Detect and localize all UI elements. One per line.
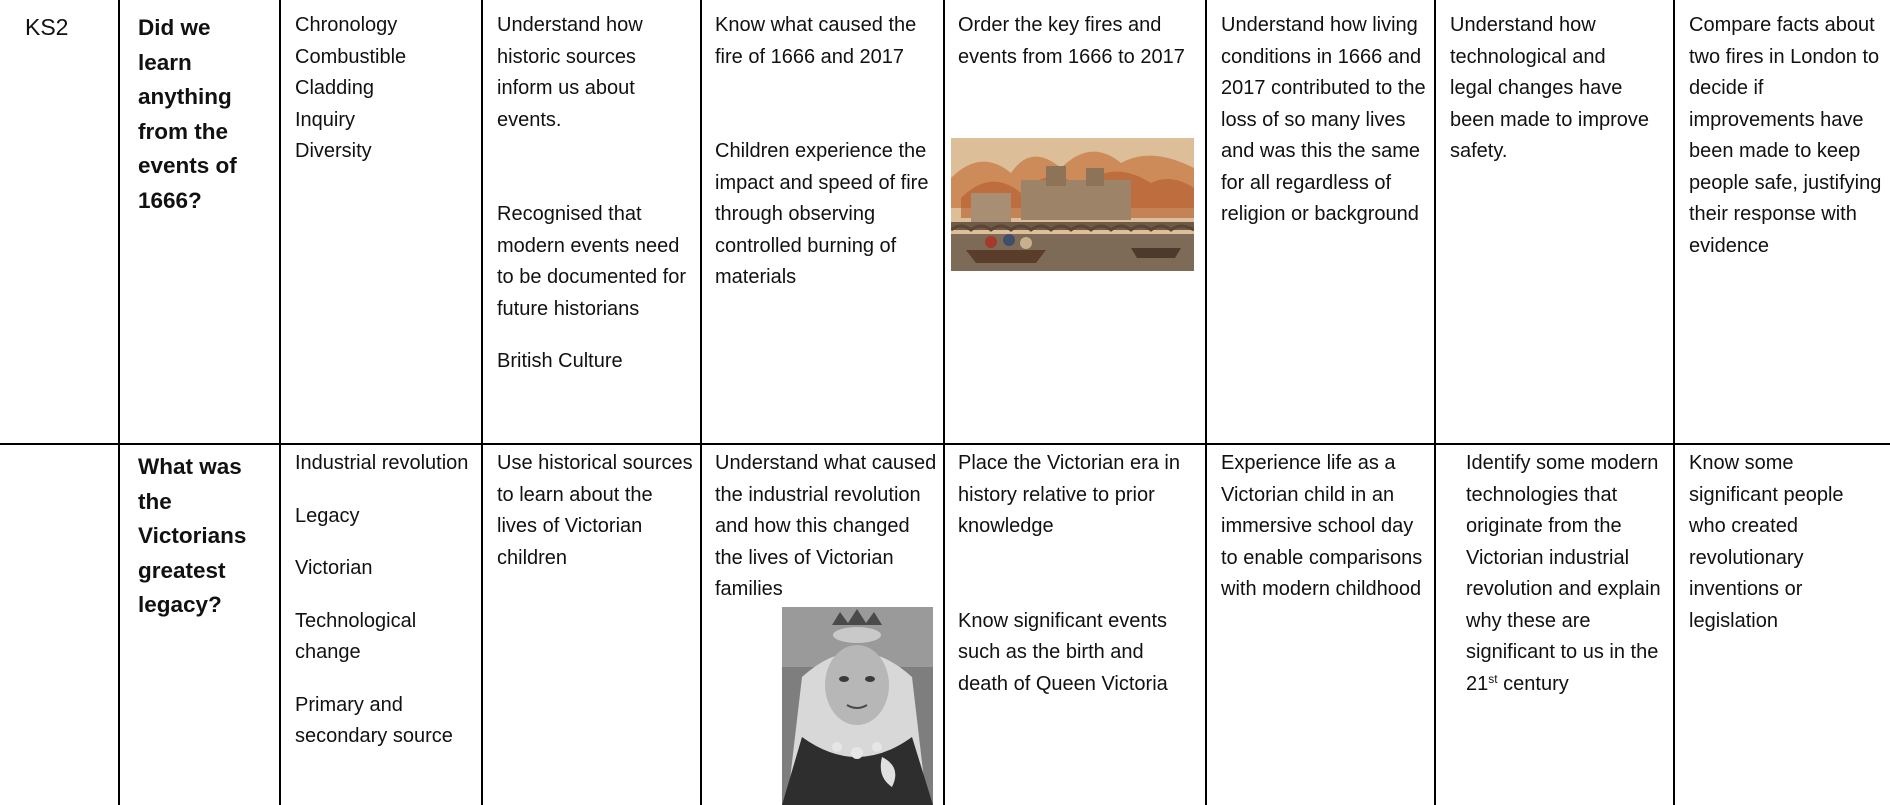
column-divider	[943, 0, 945, 805]
row-divider	[0, 443, 1890, 445]
chronology-text: Order the key fires and events from 1666 to 2017	[958, 14, 1185, 68]
column-divider	[1673, 0, 1675, 805]
column-divider	[118, 0, 120, 805]
ordinal-suffix: st	[1488, 671, 1498, 686]
column-divider	[1205, 0, 1207, 805]
living-conditions-cell: Experience life as a Victorian child in an immersive school day to enable comparisons with modern childhood	[1221, 452, 1423, 600]
enquiry-question: What was the Victorians greatest legacy?	[138, 454, 247, 617]
column-divider	[700, 0, 702, 805]
vocabulary-list	[295, 448, 475, 753]
vocabulary-list	[295, 10, 475, 168]
vocabulary-item: Primary and secondary source	[295, 693, 453, 747]
vocabulary-item: Legacy	[295, 504, 360, 527]
sources-cell	[497, 448, 693, 574]
causes-cell	[715, 10, 935, 294]
chronology-text: Place the Victorian era in history relative to prior knowledge	[958, 452, 1180, 537]
great-fire-illustration	[951, 138, 1194, 271]
causes-text: Know what caused the fire of 1666 and 2017	[715, 14, 917, 68]
causes-text: Children experience the impact and speed of fire through observing controlled burning of materials	[715, 140, 929, 288]
sources-text: Use historical sources to learn about the lives of Victorian children	[497, 452, 693, 569]
vocabulary-item: Victorian	[295, 557, 373, 579]
compare-cell: Compare facts about two fires in London to decide if improvements have been made to keep people safe, justifying their response with evidence	[1689, 14, 1882, 257]
column-divider	[1434, 0, 1436, 805]
column-divider	[279, 0, 281, 805]
changes-text-tail: century	[1497, 672, 1569, 695]
queen-victoria-portrait	[782, 607, 933, 805]
vocabulary-item: Diversity	[295, 140, 372, 162]
vocabulary-item: Cladding	[295, 77, 374, 99]
changes-cell	[1466, 448, 1666, 700]
changes-cell: Understand how technological and legal changes have been made to improve safety.	[1450, 14, 1650, 162]
vocabulary-item: Chronology	[295, 14, 398, 36]
british-culture-label: British Culture	[497, 350, 623, 372]
chronology-text: Know significant events such as the birth and death of Queen Victoria	[958, 609, 1168, 695]
key-stage-label: KS2	[25, 14, 69, 40]
vocabulary-item: Inquiry	[295, 108, 356, 131]
changes-text: Identify some modern technologies that originate from the Victorian industrial revolution and explain why these are significant to us in the 21	[1466, 452, 1661, 695]
vocabulary-item: Industrial revolution	[295, 452, 469, 474]
living-conditions-cell: Understand how living conditions in 1666 and 2017 contributed to the loss of so many lives and was this the same for all regardless of religion or background	[1221, 14, 1426, 225]
chronology-cell	[958, 448, 1198, 700]
vocabulary-item: Technological change	[295, 609, 417, 663]
sources-text: Understand how historic sources inform us about events.	[497, 14, 643, 131]
vocabulary-item: Combustible	[295, 45, 407, 68]
compare-cell: Know some significant people who created revolutionary inventions or legislation	[1689, 452, 1844, 632]
chronology-cell	[958, 10, 1198, 73]
sources-cell	[497, 10, 693, 378]
causes-text: Understand what caused the industrial revolution and how this changed the lives of Victorian families	[715, 452, 937, 600]
causes-cell	[715, 448, 939, 606]
enquiry-question: Did we learn anything from the events of 1666?	[138, 15, 237, 213]
sources-text: Recognised that modern events need to be documented for future historians	[497, 203, 687, 320]
column-divider	[481, 0, 483, 805]
